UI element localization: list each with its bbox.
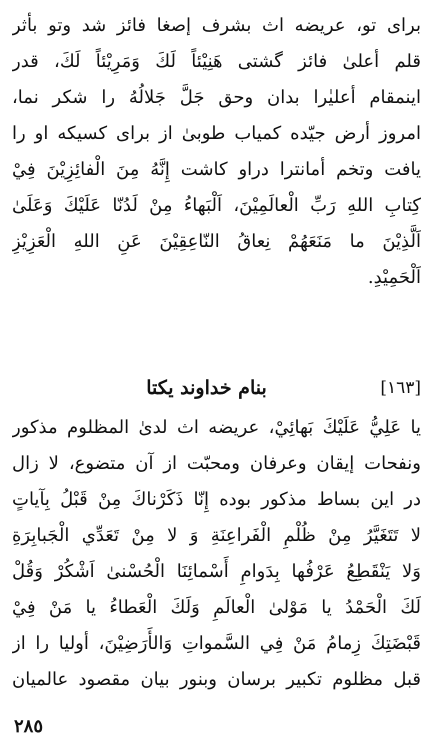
section-number: [١٦٣] xyxy=(380,378,421,398)
text-line: وَلا یَنْقَطِعُ عَرْفُها بِدَوامِ أَسْمائِنَا الْحُسْنیٰ اَشْکُرْ وَقُلْ xyxy=(12,561,421,582)
section-title: بنام خداوند یکتا xyxy=(146,377,267,399)
text-line: لَكَ الْحَمْدُ یا مَوْلیٰ الْعالَمِ وَلَكَ الْعَطاءُ یا مَنْ فِيْ xyxy=(12,597,421,618)
text-line: اینمقام أعلیٰرا بدان وحق جَلَّ جَلالُهُ را شکر نما، xyxy=(12,87,421,108)
text-line: در این بساط مذکور بوده إِنّا ذَکَرْناكَ مِنْ قَبْلُ بِآیاتٍ xyxy=(12,489,421,510)
text-line: قَبْضَتِكَ زِمامُ مَنْ فِي السَّمواتِ وَالأَرَضِیْنَ، أولیا را از xyxy=(12,633,421,654)
text-line: برای تو، عریضه اث بشرف إصغا فائز شد وتو بأثر xyxy=(12,15,421,36)
text-line: اَلْحَمِیْدِ. xyxy=(367,267,421,288)
page-number: ٢٨٥ xyxy=(14,716,44,737)
text-line: کِتابِ اللهِ رَبِّ الْعالَمِیْنَ، اَلْبَهاءُ مِنْ لَدُنّا عَلَیْكَ وَعَلَیٰ xyxy=(12,195,421,216)
text-line: یا عَلِيُّ عَلَیْكَ بَهائِيْ، عریضه اث لدیٰ المظلوم مذکور xyxy=(12,417,421,438)
text-line: قبل مظلوم تکبیر برسان وبنور بیان مقصود عالمیان xyxy=(12,669,421,690)
text-line: ونفحات إیقان وعرفان ومحبّت از آن متضوع، لا زال xyxy=(12,453,421,474)
text-line: قلم أعلیٰ فائز گشتی هَنِیْئاً لَكَ وَمَرِیْئاً لَكَ، قدر xyxy=(12,51,421,72)
text-line: یافت وتخم أمانترا دراو کاشت إِنَّهُ مِنَ الْفائِزِیْنَ فِيْ xyxy=(12,159,421,180)
section-heading xyxy=(12,370,421,406)
text-line: امروز أرض جیّده کمیاب طوبیٰ از برای کسیکه او را xyxy=(12,123,421,144)
passage-1 xyxy=(12,8,421,296)
text-line: اَلَّذِیْنَ ما مَنَعَهُمْ نِعاقُ النّاعِقِیْنَ عَنِ اللهِ الْعَزِیْزِ xyxy=(12,231,421,252)
text-line: لا تَتَغَیَّرُ مِنْ ظُلْمِ الْفَراعِنَةِ وَ لا مِنْ تَعَدِّي الْجَبابِرَةِ xyxy=(12,525,421,546)
passage-2 xyxy=(12,410,421,698)
